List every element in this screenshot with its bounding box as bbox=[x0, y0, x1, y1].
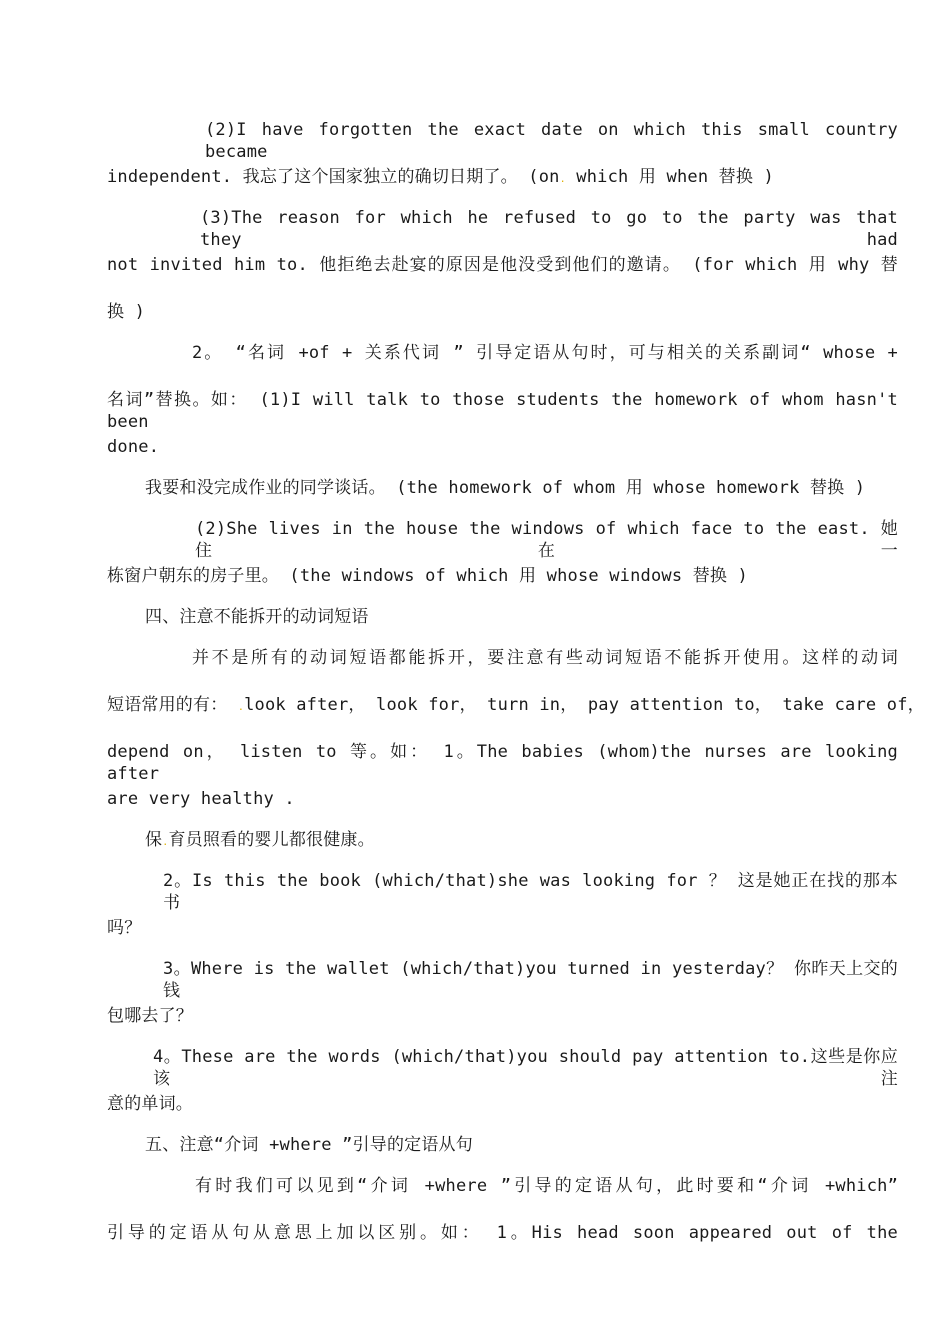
paragraph-line bbox=[107, 166, 774, 191]
paragraph-line: (3)The reason for which he refused to go to the party was that they had bbox=[200, 208, 898, 250]
highlight-mark: . bbox=[162, 837, 169, 848]
paragraph-line: 包哪去了？ bbox=[107, 1006, 193, 1026]
paragraph-line: are very healthy . bbox=[107, 789, 295, 809]
line-text: 保 bbox=[145, 830, 163, 850]
highlight-mark: . bbox=[237, 702, 245, 713]
paragraph-line: depend on， listen to 等。如： 1。The babies (whom)the nurses are looking after bbox=[107, 742, 898, 784]
section-heading: 五、注意“介词 +where ”引导的定语从句 bbox=[145, 1135, 473, 1155]
paragraph-line: 换 ) bbox=[107, 302, 146, 322]
paragraph-line: (2)I have forgotten the exact date on which this small country became bbox=[205, 120, 898, 162]
paragraph-line: (2)She lives in the house the windows of which face to the east. 她住在一 bbox=[195, 519, 898, 561]
line-text: independent. 我忘了这个国家独立的确切日期了。 (on bbox=[107, 167, 560, 187]
paragraph-line: 吗？ bbox=[107, 918, 142, 938]
paragraph-line bbox=[107, 694, 925, 719]
line-text: 短语常用的有： bbox=[107, 695, 228, 715]
paragraph-line: 2。Is this the book (which/that)she was looking for ？ 这是她正在找的那本书 bbox=[163, 871, 898, 913]
paragraph-line: done. bbox=[107, 437, 160, 457]
paragraph-line: 3。Where is the wallet (which/that)you turned in yesterday？ 你昨天上交的钱 bbox=[163, 959, 898, 1001]
paragraph-line: 2。 “名词 +of + 关系代词 ” 引导定语从句时，可与相关的关系副词“ whose + bbox=[192, 343, 898, 363]
paragraph-line: 4。These are the words (which/that)you should pay attention to.这些是你应该注 bbox=[153, 1047, 898, 1089]
section-heading: 四、注意不能拆开的动词短语 bbox=[145, 607, 369, 627]
line-text: look after， look for， turn in， pay attention to， take care of， bbox=[244, 695, 925, 715]
line-text: 育员照看的婴儿都很健康。 bbox=[168, 830, 375, 850]
paragraph-line: 名词”替换。如： (1)I will talk to those students the homework of whom hasn't been bbox=[107, 390, 898, 432]
line-text: which 用 when 替换 ) bbox=[576, 167, 774, 187]
paragraph-line: 意的单词。 bbox=[107, 1094, 193, 1114]
paragraph-line: 引导的定语从句从意思上加以区别。如： 1。His head soon appeared out of the bbox=[107, 1223, 898, 1243]
paragraph-line: 我要和没完成作业的同学谈话。 (the homework of whom 用 whose homework 替换 ) bbox=[145, 478, 866, 498]
highlight-mark: . bbox=[559, 174, 566, 185]
paragraph-line: not invited him to. 他拒绝去赴宴的原因是他没受到他们的邀请。 (for which 用 why 替 bbox=[107, 255, 898, 275]
paragraph-line: 并不是所有的动词短语都能拆开，要注意有些动词短语不能拆开使用。这样的动词 bbox=[192, 648, 898, 668]
paragraph-line bbox=[145, 829, 375, 854]
paragraph-line: 有时我们可以见到“介词 +where ”引导的定语从句，此时要和“介词 +which” bbox=[195, 1176, 898, 1196]
paragraph-line: 栋窗户朝东的房子里。 (the windows of which 用 whose windows 替换 ) bbox=[107, 566, 748, 586]
